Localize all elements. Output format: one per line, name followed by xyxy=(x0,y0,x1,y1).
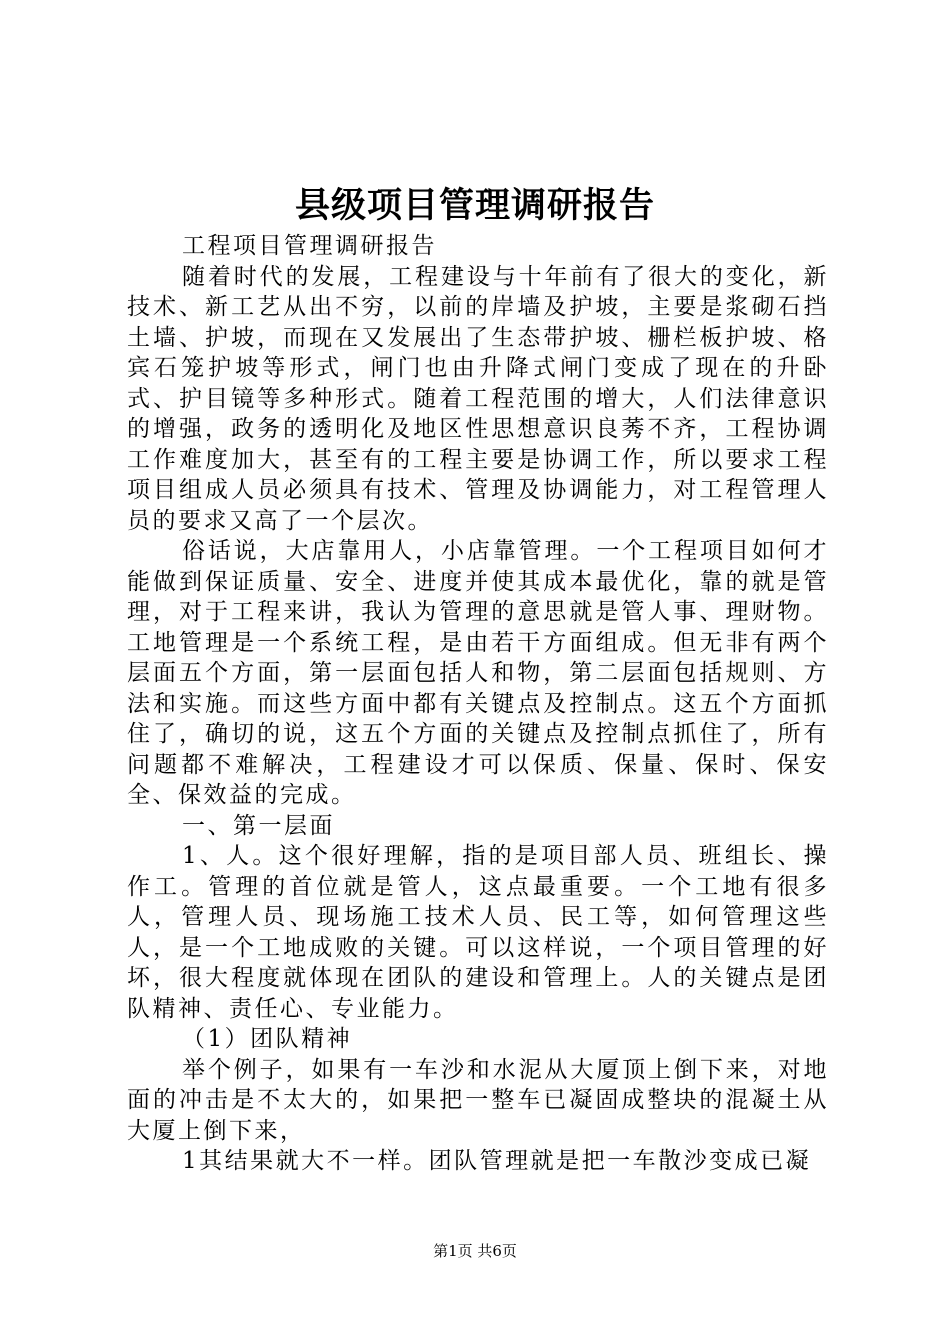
section-heading: 一、第一层面 xyxy=(182,812,335,839)
paragraph: 随着时代的发展，工程建设与十年前有了很大的变化，新技术、新工艺从出不穷，以前的岸墙及护坡，主要是浆砌石挡土墙、护坡，而现在又发展出了生态带护坡、栅栏板护坡、格宾石笼护坡等形式，闸门也由升降式闸门变成了现在的升卧式、护目镜等多种形式。随着工程范围的增大，人们法律意识的增强，政务的透明化及地区性思想意识良莠不齐，工程协调工作难度加大，甚至有的工程主要是协调工作，所以要求工程项目组成人员必须具有技术、管理及协调能力，对工程管理人员的要求又高了一个层次。 xyxy=(127,263,829,534)
document-body xyxy=(127,231,829,1177)
page-number-footer: 第1页 共6页 xyxy=(433,1242,517,1260)
paragraph: 1、人。这个很好理解，指的是项目部人员、班组长、操作工。管理的首位就是管人，这点最重要。一个工地有很多人，管理人员、现场施工技术人员、民工等，如何管理这些人，是一个工地成败的关键。可以这样说，一个项目管理的好坏，很大程度就体现在团队的建设和管理上。人的关键点是团队精神、责任心、专业能力。 xyxy=(127,843,829,1022)
paragraph: 举个例子，如果有一车沙和水泥从大厦顶上倒下来，对地面的冲击是不太大的，如果把一整车已凝固成整块的混凝土从大厦上倒下来， xyxy=(127,1056,829,1144)
subsection-heading: （1）团队精神 xyxy=(182,1026,353,1052)
document-title: 县级项目管理调研报告 xyxy=(294,186,655,226)
paragraph: 1其结果就大不一样。团队管理就是把一车散沙变成已凝 xyxy=(182,1148,812,1174)
paragraph: 俗话说，大店靠用人，小店靠管理。一个工程项目如何才能做到保证质量、安全、进度并使其成本最优化，靠的就是管理，对于工程来讲，我认为管理的意思就是管人事、理财物。工地管理是一个系统工程，是由若干方面组成。但无非有两个层面五个方面，第一层面包括人和物，第二层面包括规则、方法和实施。而这些方面中都有关键点及控制点。这五个方面抓住了，确切的说，这五个方面的关键点及控制点抓住了，所有问题都不难解决，工程建设才可以保质、保量、保时、保安全、保效益的完成。 xyxy=(127,538,829,808)
paragraph-subtitle: 工程项目管理调研报告 xyxy=(182,233,437,259)
